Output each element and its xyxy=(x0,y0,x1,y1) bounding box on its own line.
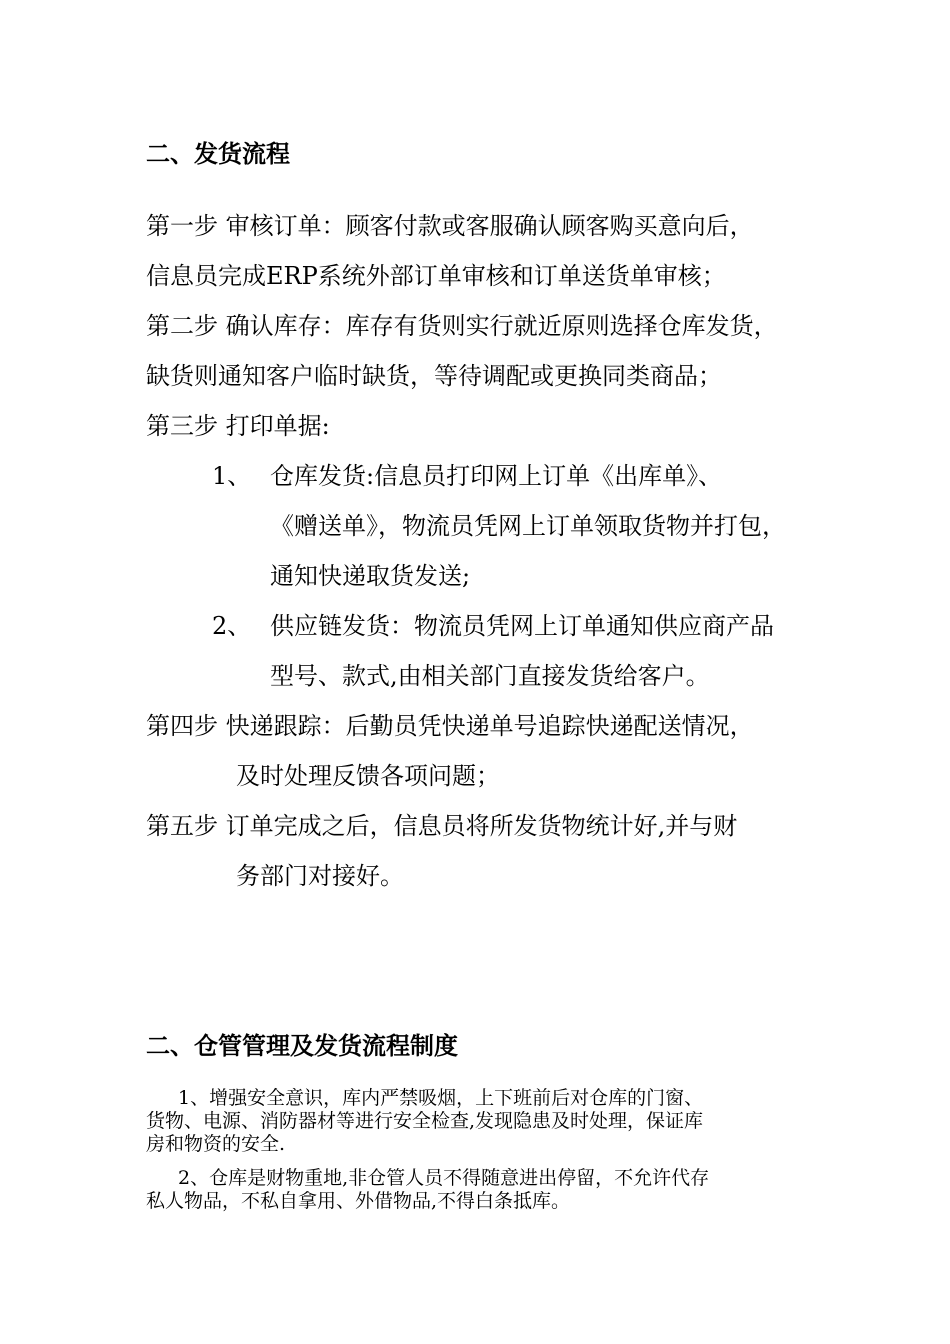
sub2-number: 2、 xyxy=(212,612,252,640)
sub1-line1: 仓库发货:信息员打印网上订单《出库单》、 xyxy=(270,462,723,490)
rule1-line1: 1、增强安全意识，库内严禁吸烟，上下班前后对仓库的门窗、 xyxy=(178,1087,704,1109)
sub2-line1: 供应链发货：物流员凭网上订单通知供应商产品 xyxy=(270,612,774,640)
step5-line1: 第五步 订单完成之后，信息员将所发货物统计好,并与财 xyxy=(146,812,738,840)
sub2-line2: 型号、款式,由相关部门直接发货给客户。 xyxy=(270,662,710,690)
rule2-line1: 2、仓库是财物重地,非仓管人员不得随意进出停留，不允许代存 xyxy=(178,1167,710,1189)
step1-line1: 第一步 审核订单：顾客付款或客服确认顾客购买意向后， xyxy=(146,212,754,240)
section1-heading: 二、发货流程 xyxy=(146,140,290,168)
sub1-number: 1、 xyxy=(212,462,252,490)
step2-line1: 第二步 确认库存：库存有货则实行就近原则选择仓库发货， xyxy=(146,312,778,340)
step2-line2: 缺货则通知客户临时缺货，等待调配或更换同类商品； xyxy=(146,362,722,390)
step1-line2: 信息员完成ERP系统外部订单审核和订单送货单审核； xyxy=(146,262,726,290)
section2-heading: 二、仓管管理及发货流程制度 xyxy=(146,1032,458,1060)
sub1-line2: 《赠送单》，物流员凭网上订单领取货物并打包， xyxy=(270,512,786,540)
sub1-line3: 通知快递取货发送; xyxy=(270,562,471,590)
step4-line1: 第四步 快递跟踪：后勤员凭快递单号追踪快递配送情况， xyxy=(146,712,754,740)
step3-line1: 第三步 打印单据: xyxy=(146,412,330,440)
step5-line2: 务部门对接好。 xyxy=(236,862,404,890)
rule1-line3: 房和物资的安全. xyxy=(146,1133,286,1155)
rule1-line2: 货物、电源、消防器材等进行安全检查,发现隐患及时处理，保证库 xyxy=(146,1110,704,1132)
rule2-line2: 私人物品，不私自拿用、外借物品,不得白条抵库。 xyxy=(146,1190,571,1212)
step4-line2: 及时处理反馈各项问题； xyxy=(236,762,500,790)
